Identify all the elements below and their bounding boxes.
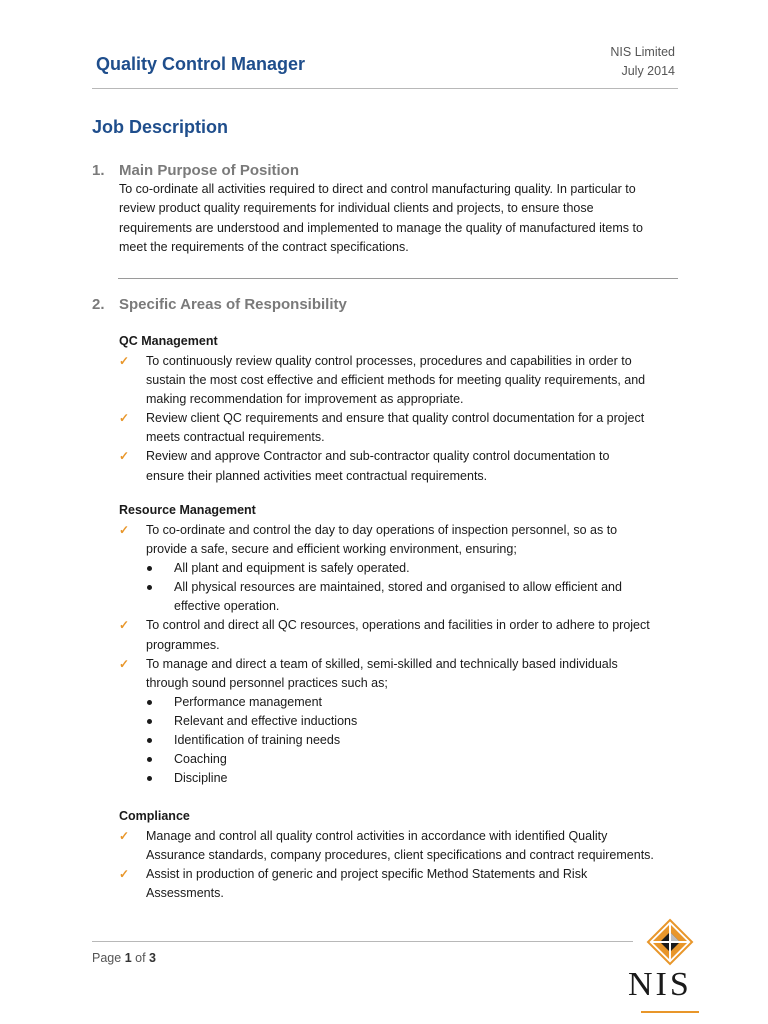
section-divider xyxy=(118,278,678,279)
section-2-title: Specific Areas of Responsibility xyxy=(119,296,347,313)
list-item xyxy=(119,827,694,865)
section-1-heading xyxy=(92,162,492,182)
sub-list-item xyxy=(119,693,694,712)
text-line: sustain the most cost effective and efficient methods for meeting quality requirements, and xyxy=(146,373,646,388)
sub-list-item xyxy=(119,750,694,769)
page-number xyxy=(92,951,156,965)
compliance-heading: Compliance xyxy=(119,809,190,823)
text-line: Review and approve Contractor and sub-contractor quality control documentation to xyxy=(146,449,610,464)
list-item xyxy=(119,521,694,559)
list-item xyxy=(119,409,694,447)
text-line: To co-ordinate and control the day to day operations of inspection personnel, so as to xyxy=(146,523,618,537)
total-pages: 3 xyxy=(149,951,156,965)
text-line: meet the requirements of the contract specifications. xyxy=(119,239,409,254)
page-title: Job Description xyxy=(92,117,229,137)
sub-list-item xyxy=(119,578,694,616)
bullet-icon xyxy=(147,719,152,724)
text-line: Assessments. xyxy=(146,886,224,901)
header-title: Quality Control Manager xyxy=(96,54,306,74)
logo-underline xyxy=(641,1011,699,1013)
text-line: Coaching xyxy=(174,752,227,767)
of-word: of xyxy=(135,951,146,965)
checkmark-icon: ✓ xyxy=(119,656,130,671)
qc-management-list xyxy=(119,352,694,486)
section-1-number: 1. xyxy=(92,162,105,179)
text-line: review product quality requirements for individual clients and projects, to ensure those xyxy=(119,201,594,216)
text-line: making recommendation for improvement as appropriate. xyxy=(146,392,464,407)
header-divider xyxy=(92,88,678,89)
sub-list-item xyxy=(119,712,694,731)
text-line: To manage and direct a team of skilled, semi-skilled and technically based individuals xyxy=(146,656,618,671)
text-line: Discipline xyxy=(174,771,228,786)
bullet-icon xyxy=(147,738,152,743)
bullet-icon xyxy=(147,566,152,571)
bullet-icon xyxy=(147,757,152,762)
text-line: Assist in production of generic and project specific Method Statements and Risk xyxy=(146,867,588,882)
header-meta xyxy=(610,43,675,81)
list-item xyxy=(119,865,694,903)
logo-wordmark: NIS xyxy=(628,966,692,1003)
list-item xyxy=(119,352,694,409)
checkmark-icon: ✓ xyxy=(119,618,130,633)
text-line: All physical resources are maintained, stored and organised to allow efficient and xyxy=(174,580,622,595)
text-line: To continuously review quality control processes, procedures and capabilities in order to xyxy=(146,354,632,368)
text-line: To co-ordinate all activities required to direct and control manufacturing quality. In particular to xyxy=(119,182,636,196)
text-line: ensure their planned activities meet contractual requirements. xyxy=(146,468,488,483)
checkmark-icon: ✓ xyxy=(119,354,130,368)
bullet-icon xyxy=(147,585,152,590)
sub-list-item xyxy=(119,769,694,788)
compliance-list xyxy=(119,827,694,903)
checkmark-icon: ✓ xyxy=(119,867,130,882)
page-word: Page xyxy=(92,951,122,965)
bullet-icon xyxy=(147,700,152,705)
section-1-title: Main Purpose of Position xyxy=(119,162,300,179)
list-item xyxy=(119,447,694,485)
resource-management-heading: Resource Management xyxy=(119,503,256,517)
section-2-heading xyxy=(92,296,492,316)
text-line: requirements are understood and implemented to manage the quality of manufactured items to xyxy=(119,220,643,235)
list-item xyxy=(119,655,694,693)
text-line: Relevant and effective inductions xyxy=(174,713,358,728)
text-line: provide a safe, secure and efficient working environment, ensuring; xyxy=(146,542,517,557)
checkmark-icon: ✓ xyxy=(119,829,130,843)
text-line: programmes. xyxy=(146,637,220,652)
text-line: Manage and control all quality control activities in accordance with identified Quality xyxy=(146,829,608,843)
company-name: NIS Limited xyxy=(610,45,675,59)
text-line: All plant and equipment is safely operated. xyxy=(174,561,410,576)
text-line: effective operation. xyxy=(174,599,280,614)
sub-list-item xyxy=(119,559,694,578)
bullet-icon xyxy=(147,776,152,781)
list-item xyxy=(119,616,694,654)
section-2-number: 2. xyxy=(92,296,105,313)
checkmark-icon: ✓ xyxy=(119,523,130,537)
text-line: To control and direct all QC resources, operations and facilities in order to adhere to project xyxy=(146,618,650,633)
footer-divider xyxy=(92,941,633,942)
section-1-body xyxy=(119,180,689,257)
text-line: meets contractual requirements. xyxy=(146,430,325,445)
text-line: Identification of training needs xyxy=(174,733,341,748)
text-line: Assurance standards, company procedures, client specifications and contract requirements. xyxy=(146,848,654,863)
checkmark-icon: ✓ xyxy=(119,449,130,464)
current-page: 1 xyxy=(124,951,132,965)
sub-list-item xyxy=(119,731,694,750)
checkmark-icon: ✓ xyxy=(119,411,130,426)
document-date: July 2014 xyxy=(621,64,675,78)
text-line: Review client QC requirements and ensure that quality control documentation for a project xyxy=(146,411,645,426)
text-line: through sound personnel practices such as; xyxy=(146,675,388,690)
resource-management-list xyxy=(119,521,694,788)
qc-management-heading: QC Management xyxy=(119,334,218,348)
text-line: Performance management xyxy=(174,694,322,709)
nis-logo-icon xyxy=(646,918,694,966)
